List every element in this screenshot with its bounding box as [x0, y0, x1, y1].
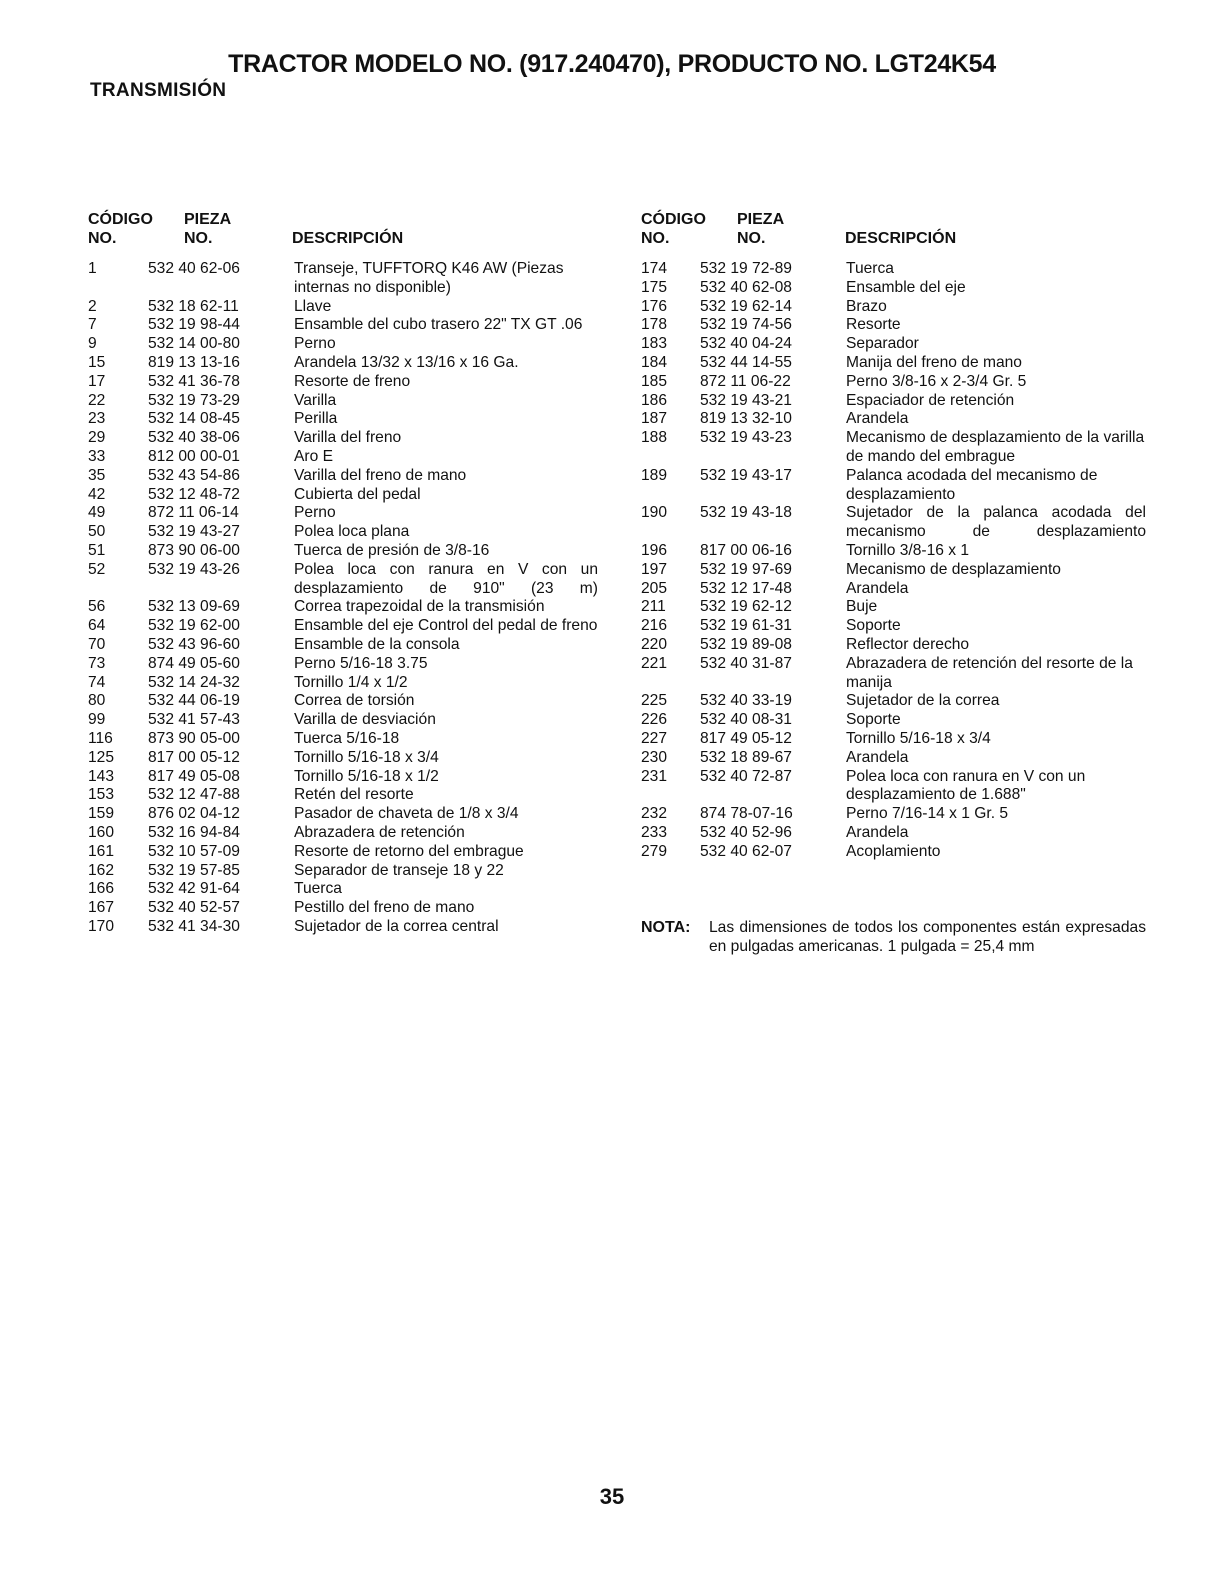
part-number: 532 12 47-88 — [148, 786, 240, 804]
section-title: TRANSMISIÓN — [90, 80, 227, 101]
part-description: Perilla — [294, 410, 338, 428]
part-code: 183 — [641, 335, 668, 353]
part-description: Arandela — [846, 748, 909, 766]
part-number: 532 40 38-06 — [148, 429, 240, 447]
part-code: 205 — [641, 579, 668, 597]
part-description: Tornillo 5/16-18 x 1/2 — [294, 767, 439, 785]
part-number: 532 12 17-48 — [700, 579, 792, 597]
part-number: 532 19 43-27 — [148, 523, 240, 541]
part-number: 532 16 94-84 — [148, 823, 240, 841]
part-description: Correa de torsión — [294, 692, 415, 710]
table-row — [641, 429, 1146, 467]
part-code: 17 — [88, 372, 106, 390]
part-number: 532 44 14-55 — [700, 353, 792, 371]
part-number: 532 12 48-72 — [148, 485, 240, 503]
part-description: Mecanismo de desplazamiento — [846, 560, 1061, 578]
part-code: 176 — [641, 297, 668, 315]
part-number: 817 49 05-08 — [148, 767, 240, 785]
table-row — [88, 410, 598, 429]
part-description: Varilla — [294, 391, 337, 409]
part-code: 125 — [88, 748, 115, 766]
table-row — [88, 636, 598, 655]
part-number: 532 40 52-96 — [700, 823, 792, 841]
parts-list-left — [88, 210, 598, 937]
part-description: Retén del resorte — [294, 786, 414, 804]
table-row — [641, 542, 1146, 561]
part-code: 196 — [641, 541, 668, 559]
part-code: 184 — [641, 353, 668, 371]
part-description: Tornillo 5/16-18 x 3/4 — [846, 729, 991, 747]
part-description: Resorte de retorno del embrague — [294, 842, 524, 860]
table-row — [641, 373, 1146, 392]
part-code: 29 — [88, 429, 106, 447]
part-description: Tuerca — [846, 260, 894, 277]
table-row — [88, 373, 598, 392]
table-row — [88, 824, 598, 843]
part-number: 874 49 05-60 — [148, 654, 240, 672]
part-code: 185 — [641, 372, 668, 390]
part-code: 216 — [641, 617, 668, 635]
part-number: 876 02 04-12 — [148, 805, 240, 823]
part-code: 187 — [641, 410, 668, 428]
part-number: 532 19 43-17 — [700, 466, 792, 484]
table-row — [88, 805, 598, 824]
part-number: 532 19 73-29 — [148, 391, 240, 409]
part-description: Transeje, TUFFTORQ K46 AW (Piezas internas no disponible) — [294, 260, 564, 296]
part-description: Correa trapezoidal de la transmisión — [294, 598, 545, 616]
part-description: Polea loca con ranura en V con un desplazamiento de 910" (23 m) — [294, 560, 598, 597]
part-code: 197 — [641, 560, 668, 578]
part-description: Arandela — [846, 410, 909, 428]
table-row — [88, 486, 598, 505]
part-number: 532 19 43-26 — [148, 560, 240, 578]
part-description: Perno 3/8-16 x 2-3/4 Gr. 5 — [846, 372, 1027, 390]
table-row — [88, 448, 598, 467]
part-number: 532 43 54-86 — [148, 466, 240, 484]
part-code: 7 — [88, 316, 97, 334]
part-number: 532 19 62-00 — [148, 617, 240, 635]
part-code: 159 — [88, 805, 115, 823]
part-description: Mecanismo de desplazamiento de la varilla de mando del embrague — [846, 429, 1145, 465]
part-code: 178 — [641, 316, 668, 334]
part-code: 80 — [88, 692, 106, 710]
part-code: 50 — [88, 523, 106, 541]
part-description: Soporte — [846, 617, 901, 635]
code-header-line1: CÓDIGO — [88, 211, 153, 228]
table-row — [641, 598, 1146, 617]
part-code: 227 — [641, 729, 668, 747]
part-code: 33 — [88, 447, 106, 465]
part-code: 22 — [88, 391, 106, 409]
table-row — [88, 354, 598, 373]
part-description: Espaciador de retención — [846, 391, 1015, 409]
code-header-line2: NO. — [88, 230, 117, 247]
part-number: 532 40 62-06 — [148, 260, 240, 277]
part-description: Perno 7/16-14 x 1 Gr. 5 — [846, 805, 1009, 823]
part-number: 532 19 43-18 — [700, 504, 792, 522]
part-description: Brazo — [846, 297, 887, 315]
part-code: 162 — [88, 861, 115, 879]
table-row — [641, 410, 1146, 429]
part-description: Palanca acodada del mecanismo de desplazamiento — [846, 466, 1098, 503]
part-code: 99 — [88, 711, 106, 729]
part-code: 220 — [641, 635, 668, 653]
part-number: 532 19 62-12 — [700, 598, 792, 616]
column-headers-left — [88, 210, 598, 258]
table-row — [88, 711, 598, 730]
code-header-line1: CÓDIGO — [641, 211, 706, 228]
part-number: 532 40 08-31 — [700, 711, 792, 729]
table-row — [641, 692, 1146, 711]
part-description: Abrazadera de retención — [294, 823, 465, 841]
part-header-line2: NO. — [184, 230, 213, 247]
part-number: 532 14 08-45 — [148, 410, 240, 428]
part-code: 279 — [641, 842, 668, 860]
part-description: Ensamble del cubo trasero 22" TX GT .06 — [294, 316, 583, 334]
part-description: Perno — [294, 335, 336, 353]
part-description: Varilla del freno — [294, 429, 402, 447]
part-code: 211 — [641, 598, 666, 616]
part-code: 190 — [641, 504, 668, 522]
part-description: Ensamble del eje Control del pedal de freno — [294, 617, 598, 635]
table-row — [88, 730, 598, 749]
table-row — [641, 354, 1146, 373]
part-code: 2 — [88, 297, 97, 315]
table-row — [88, 786, 598, 805]
table-row — [641, 316, 1146, 335]
part-number: 532 19 62-14 — [700, 297, 792, 315]
description-header: DESCRIPCIÓN — [292, 230, 404, 247]
table-row — [88, 674, 598, 693]
table-row — [641, 467, 1146, 505]
table-row — [88, 862, 598, 881]
table-row — [641, 843, 1146, 862]
part-description: Separador — [846, 335, 919, 353]
part-number: 817 00 06-16 — [700, 541, 792, 559]
part-code: 233 — [641, 823, 668, 841]
part-code: 226 — [641, 711, 668, 729]
table-row — [88, 655, 598, 674]
code-header-line2: NO. — [641, 230, 670, 247]
part-number: 532 19 98-44 — [148, 316, 240, 334]
table-row — [641, 730, 1146, 749]
part-code: 175 — [641, 278, 668, 296]
part-description: Resorte — [846, 316, 901, 334]
part-description: Sujetador de la correa — [846, 692, 1000, 710]
table-row — [641, 580, 1146, 599]
table-row — [641, 655, 1146, 693]
part-code: 42 — [88, 485, 106, 503]
table-row — [641, 504, 1146, 542]
table-row — [641, 335, 1146, 354]
part-code: 166 — [88, 880, 115, 898]
table-row — [88, 260, 598, 298]
part-description: Tuerca 5/16-18 — [294, 729, 400, 747]
table-row — [88, 598, 598, 617]
part-code: 74 — [88, 673, 106, 691]
table-row — [641, 298, 1146, 317]
part-number: 532 19 57-85 — [148, 861, 240, 879]
part-description: Sujetador de la palanca acodada del mecanismo de desplazamiento — [846, 504, 1146, 541]
part-number: 873 90 05-00 — [148, 729, 240, 747]
part-description: Pestillo del freno de mano — [294, 899, 475, 917]
part-number: 532 19 89-08 — [700, 635, 792, 653]
part-number: 532 19 72-89 — [700, 260, 792, 277]
part-description: Tuerca — [294, 880, 342, 898]
table-row — [88, 843, 598, 862]
part-number: 532 41 57-43 — [148, 711, 240, 729]
part-number: 532 14 24-32 — [148, 673, 240, 691]
part-number: 817 49 05-12 — [700, 729, 792, 747]
part-number: 532 18 62-11 — [148, 297, 239, 315]
table-row — [88, 542, 598, 561]
table-row — [641, 617, 1146, 636]
part-code: 1 — [88, 260, 97, 277]
part-header-line2: NO. — [737, 230, 766, 247]
part-description: Perno — [294, 504, 336, 522]
part-code: 15 — [88, 353, 106, 371]
part-number: 812 00 00-01 — [148, 447, 240, 465]
part-code: 174 — [641, 260, 668, 277]
note-label: NOTA: — [641, 919, 691, 936]
part-code: 225 — [641, 692, 668, 710]
part-number: 532 40 52-57 — [148, 899, 240, 917]
part-description: Tornillo 3/8-16 x 1 — [846, 541, 970, 559]
part-number: 532 14 00-80 — [148, 335, 240, 353]
parts-rows-right — [641, 260, 1146, 862]
table-row — [641, 392, 1146, 411]
part-code: 189 — [641, 466, 668, 484]
part-description: Cubierta del pedal — [294, 485, 421, 503]
page-number: 35 — [599, 1484, 625, 1509]
table-row — [641, 636, 1146, 655]
part-number: 532 40 62-07 — [700, 842, 792, 860]
part-code: 23 — [88, 410, 106, 428]
part-number: 817 00 05-12 — [148, 748, 240, 766]
table-row — [88, 918, 598, 937]
part-description: Llave — [294, 297, 332, 315]
part-code: 51 — [88, 541, 106, 559]
part-code: 161 — [88, 842, 115, 860]
page-title: TRACTOR MODELO NO. (917.240470), PRODUCTO NO. LGT24K54 — [228, 50, 996, 78]
part-code: 167 — [88, 899, 115, 917]
parts-list-right — [641, 210, 1146, 862]
part-number: 532 40 62-08 — [700, 278, 792, 296]
part-number: 532 18 89-67 — [700, 748, 792, 766]
part-code: 35 — [88, 466, 106, 484]
table-row — [88, 768, 598, 787]
table-row — [641, 711, 1146, 730]
table-row — [88, 561, 598, 599]
table-row — [88, 429, 598, 448]
table-row — [88, 316, 598, 335]
part-header-line1: PIEZA — [184, 211, 232, 228]
table-row — [88, 392, 598, 411]
table-row — [88, 749, 598, 768]
part-number: 532 19 43-21 — [700, 391, 792, 409]
part-description: Reflector derecho — [846, 635, 970, 653]
part-number: 532 19 74-56 — [700, 316, 792, 334]
part-code: 153 — [88, 786, 115, 804]
part-description: Varilla del freno de mano — [294, 466, 467, 484]
part-description: Polea loca plana — [294, 523, 410, 541]
column-headers-right — [641, 210, 1146, 258]
part-code: 9 — [88, 335, 97, 353]
part-header-line1: PIEZA — [737, 211, 785, 228]
parts-rows-left — [88, 260, 598, 937]
table-row — [641, 824, 1146, 843]
part-code: 230 — [641, 748, 668, 766]
part-description: Arandela — [846, 823, 909, 841]
part-code: 49 — [88, 504, 106, 522]
part-description: Perno 5/16-18 3.75 — [294, 654, 428, 672]
table-row — [88, 880, 598, 899]
part-number: 532 44 06-19 — [148, 692, 240, 710]
table-row — [88, 899, 598, 918]
part-number: 532 41 34-30 — [148, 917, 240, 935]
part-number: 532 19 61-31 — [700, 617, 792, 635]
part-description: Buje — [846, 598, 878, 616]
part-code: 56 — [88, 598, 106, 616]
part-description: Manija del freno de mano — [846, 353, 1022, 371]
table-row — [88, 335, 598, 354]
part-number: 872 11 06-14 — [148, 504, 239, 522]
part-description: Ensamble del eje — [846, 278, 966, 296]
table-row — [641, 260, 1146, 279]
part-number: 819 13 13-16 — [148, 353, 240, 371]
note — [641, 918, 1146, 956]
part-code: 170 — [88, 917, 115, 935]
part-number: 532 41 36-78 — [148, 372, 240, 390]
part-code: 231 — [641, 767, 668, 785]
part-number: 532 40 33-19 — [700, 692, 792, 710]
part-code: 160 — [88, 823, 115, 841]
part-code: 64 — [88, 617, 106, 635]
part-code: 52 — [88, 560, 106, 578]
table-row — [88, 504, 598, 523]
part-description: Arandela 13/32 x 13/16 x 16 Ga. — [294, 353, 519, 371]
part-description: Tornillo 1/4 x 1/2 — [294, 673, 408, 691]
description-header: DESCRIPCIÓN — [845, 230, 957, 247]
part-number: 532 43 96-60 — [148, 635, 240, 653]
part-code: 143 — [88, 767, 115, 785]
part-code: 73 — [88, 654, 106, 672]
part-description: Aro E — [294, 447, 333, 465]
table-row — [88, 523, 598, 542]
table-row — [641, 561, 1146, 580]
part-description: Polea loca con ranura en V con un desplazamiento de 1.688" — [846, 767, 1086, 804]
table-row — [641, 749, 1146, 768]
part-description: Tuerca de presión de 3/8-16 — [294, 541, 490, 559]
part-number: 532 40 04-24 — [700, 335, 792, 353]
part-description: Acoplamiento — [846, 842, 941, 860]
part-number: 532 42 91-64 — [148, 880, 240, 898]
part-code: 221 — [641, 654, 668, 672]
part-number: 532 19 97-69 — [700, 560, 792, 578]
part-description: Ensamble de la consola — [294, 635, 460, 653]
part-description: Abrazadera de retención del resorte de la manija — [846, 654, 1133, 691]
part-code: 116 — [88, 729, 113, 747]
part-description: Arandela — [846, 579, 909, 597]
part-description: Resorte de freno — [294, 372, 411, 390]
table-row — [641, 279, 1146, 298]
table-row — [641, 768, 1146, 806]
part-description: Tornillo 5/16-18 x 3/4 — [294, 748, 439, 766]
part-number: 872 11 06-22 — [700, 372, 791, 390]
part-number: 532 13 09-69 — [148, 598, 240, 616]
part-number: 532 40 72-87 — [700, 767, 792, 785]
table-row — [88, 467, 598, 486]
part-code: 232 — [641, 805, 668, 823]
part-number: 819 13 32-10 — [700, 410, 792, 428]
part-code: 70 — [88, 635, 106, 653]
part-description: Sujetador de la correa central — [294, 917, 499, 935]
table-row — [88, 692, 598, 711]
part-description: Separador de transeje 18 y 22 — [294, 861, 504, 879]
part-code: 188 — [641, 429, 668, 447]
part-number: 532 10 57-09 — [148, 842, 240, 860]
part-number: 532 40 31-87 — [700, 654, 792, 672]
note-text: Las dimensiones de todos los componentes están expresadas en pulgadas americanas. 1 pulgada = 25,4 mm — [709, 919, 1146, 955]
table-row — [641, 805, 1146, 824]
part-code: 186 — [641, 391, 668, 409]
part-description: Varilla de desviación — [294, 711, 436, 729]
table-row — [88, 617, 598, 636]
part-number: 532 19 43-23 — [700, 429, 792, 447]
part-description: Pasador de chaveta de 1/8 x 3/4 — [294, 805, 519, 823]
part-number: 874 78-07-16 — [700, 805, 793, 823]
part-description: Soporte — [846, 711, 901, 729]
table-row — [88, 298, 598, 317]
part-number: 873 90 06-00 — [148, 541, 240, 559]
